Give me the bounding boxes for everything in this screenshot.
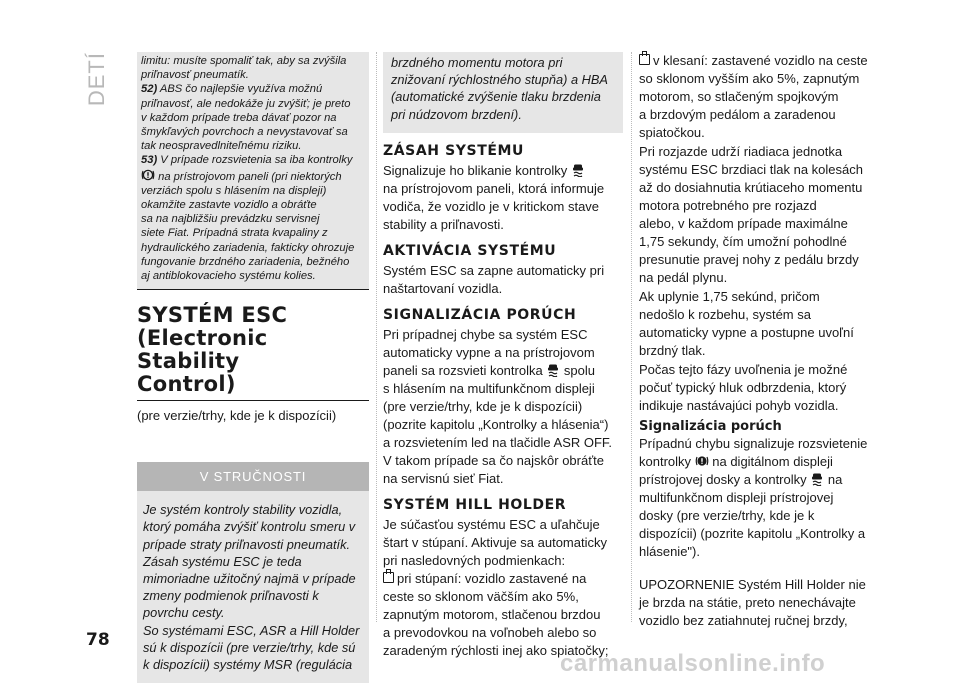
hill-up-icon: [383, 572, 394, 583]
column-1: [137, 52, 369, 683]
watermark: carmanualsonline.info: [560, 650, 826, 677]
text-line: zmeny podmienok priľnavosti k: [143, 588, 319, 604]
text-line: naštartovaní vozidla.: [383, 280, 503, 296]
text-line: aj antiblokovacieho systému kolies.: [141, 270, 316, 283]
text-line: indikuje nastávajúci pohyb vozidla.: [639, 398, 839, 413]
text-line: verziách spolu s hlásením na displeji): [141, 184, 327, 197]
text-line: tak neospravedlniteľnému riziku.: [141, 140, 302, 153]
esc-car-skid-icon: [546, 363, 560, 377]
text-line: Signalizuje ho blikanie kontrolky: [383, 162, 571, 178]
text-line: sú k dispozícii (pre verzie/trhy, kde sú: [143, 639, 356, 655]
text-line: V prípade rozsvietenia sa iba kontrolky: [157, 154, 353, 167]
text-line: počuť typický hluk odbrzdenia, ktorý: [639, 380, 847, 395]
text-line: na prístrojovom paneli, ktorá informuje: [383, 180, 605, 196]
text-line: ktorý pomáha zvýšiť kontrolu smeru v: [143, 519, 356, 535]
text-line: spiatočkou.: [639, 125, 705, 140]
paragraph-hill-holder: [383, 516, 623, 659]
text-line: siete Fiat. Prípadná strata kvapaliny z: [141, 227, 328, 240]
text-line: fungovanie brzdného zariadenia, bežného: [141, 255, 350, 268]
text-line: Je súčasťou systému ESC a uľahčuje: [383, 516, 600, 532]
text-line: so sklonom vyšším ako 5%, zapnutým: [639, 71, 860, 86]
text-line: So systémami ESC, ASR a Hill Holder: [143, 622, 360, 638]
page-number: 78: [86, 630, 110, 650]
text-line: sa na najbližšiu prevádzku servisnej: [141, 213, 320, 226]
text-line: dosky (pre verzie/trhy, kde je k: [639, 508, 815, 523]
text-line: automaticky vypne a na prístrojovom: [383, 344, 595, 360]
text-line: Systém ESC sa zapne automaticky pri: [383, 262, 605, 278]
text-line: brzdného momentu motora pri: [391, 55, 563, 70]
heading-hill-holder: SYSTÉM HILL HOLDER: [383, 496, 567, 513]
text-line: pri nasledovných podmienkach:: [383, 552, 566, 568]
text-line: nedošlo k rozbehu, systém sa: [639, 307, 811, 322]
paragraph-rozjazd: [639, 143, 875, 286]
heading-aktivacia: AKTIVÁCIA SYSTÉMU: [383, 242, 557, 259]
text-line: k dispozícii) systémy MSR (regulácia: [143, 657, 353, 673]
text-line: až do dosiahnutia krútiaceho momentu: [639, 180, 863, 195]
footnote-box: [137, 52, 369, 290]
text-line: na servisnú sieť Fiat.: [383, 470, 504, 486]
text-line: ceste so sklonom väčším ako 5%,: [383, 588, 579, 604]
text-line: UPOZORNENIE Systém Hill Holder nie: [639, 577, 866, 592]
text-line: 1,75 sekundy, čím umožní pohodlné: [639, 234, 847, 249]
text-line: Pri rozjazde udrží riadiaca jednotka: [639, 144, 843, 159]
text-line: prípade straty priľnavosti pneumatík.: [143, 536, 351, 552]
summary-box: [137, 491, 369, 683]
text-line: Prípadnú chybu signalizuje rozsvietenie: [639, 436, 868, 451]
heading-signalizacia: SIGNALIZÁCIA PORÚCH: [383, 306, 577, 323]
column-divider: [376, 52, 377, 622]
text-line: alebo, v každom prípade maximálne: [639, 216, 848, 231]
text-line: prístrojovej dosky a kontrolky: [639, 472, 811, 487]
title-line: SYSTÉM ESC: [137, 303, 288, 328]
text-line: multifunkčnom displeji prístrojovej: [639, 490, 834, 505]
text-line: šmykľavých povrchoch a nevystavovať sa: [141, 126, 348, 139]
text-line: brzdný tlak.: [639, 343, 706, 358]
summary-banner: V STRUČNOSTI: [137, 462, 369, 491]
text-line: vozidlo bez zatiahnutej ručnej brzdy,: [639, 613, 848, 628]
text-line: kontrolky: [639, 454, 695, 469]
text-line: systému ESC brzdiaci tlak na kolesách: [639, 162, 863, 177]
text-line: zaradeným rýchlosti inej ako spiatočky;: [383, 642, 609, 658]
footnote-53: [141, 153, 365, 283]
text-line: priľnavosť pneumatík.: [141, 69, 249, 82]
text-line: na pedál plynu.: [639, 270, 728, 285]
text-line: a brzdovým pedálom a zaradenou: [639, 107, 836, 122]
column-divider: [631, 52, 632, 622]
paragraph-timeout: [639, 288, 875, 359]
title-line: Control): [137, 372, 236, 397]
heading-signalizacia-hill: Signalizácia porúch: [639, 419, 782, 434]
hill-down-icon: [639, 54, 650, 65]
text-line: (automatické zvýšenie tlaku brzdenia: [391, 89, 601, 105]
text-line: V takom prípade sa čo najskôr obráťte: [383, 452, 604, 468]
text-line: (pozrite kapitolu „Kontrolky a hlásenia“): [383, 416, 609, 432]
text-line: pri núdzovom brzdení).: [391, 106, 522, 122]
text-line: zapnutým motorom, stlačenou brzdou: [383, 606, 601, 622]
text-line: ABS čo najlepšie využíva možnú: [157, 83, 323, 96]
text-line: priľnavosť, ale nedokáže ju zvýšiť; je preto: [141, 97, 351, 110]
abs-warning-icon: [695, 454, 709, 468]
warning-paragraph: [639, 576, 875, 629]
footnote-number: 52): [141, 83, 158, 96]
text-line: Zásah systému ESC je teda: [143, 553, 302, 569]
text-line: Pri prípadnej chybe sa systém ESC: [383, 326, 588, 342]
text-line: s hlásením na multifunkčnom displeji: [383, 380, 595, 396]
section-title: [137, 304, 369, 396]
paragraph-signalizacia-hill: [639, 435, 875, 560]
column-3: [639, 52, 875, 630]
text-line: motorom, so stlačeným spojkovým: [639, 89, 839, 104]
paragraph-release: [639, 361, 875, 414]
column-2: [383, 52, 623, 660]
text-line: okamžite zastavte vozidlo a obráťte: [141, 199, 317, 212]
esc-car-skid-icon: [810, 472, 824, 486]
text-line: hlásenie").: [639, 544, 700, 559]
text-line: Je systém kontroly stability vozidla,: [143, 502, 343, 518]
paragraph-bullet-down: [639, 52, 875, 141]
title-line: (Electronic Stability: [137, 326, 268, 374]
text-line: na digitálnom displeji: [708, 454, 833, 469]
paragraph-signalizacia: [383, 326, 623, 487]
abs-warning-icon: [141, 168, 155, 182]
text-line: paneli sa rozsvieti kontrolka: [383, 362, 547, 378]
text-line: a prevodovkou na voľnobeh alebo so: [383, 624, 597, 640]
text-line: limitu: musíte spomaliť tak, aby sa zvýšila: [141, 55, 347, 67]
heading-zasah: ZÁSAH SYSTÉMU: [383, 142, 525, 159]
text-line: je brzda na státie, preto nenechávajte: [639, 595, 856, 610]
text-line: automaticky vypne a postupne uvoľní: [639, 325, 854, 340]
text-line: spolu: [560, 362, 596, 378]
text-line: znižovaní rýchlostného stupňa) a HBA: [391, 72, 608, 88]
text-line: v klesaní: zastavené vozidlo na ceste: [653, 53, 868, 68]
text-line: Počas tejto fázy uvoľnenia je možné: [639, 362, 848, 377]
esc-car-skid-icon: [571, 163, 585, 177]
footnote-number: 53): [141, 154, 158, 167]
text-line: pri stúpaní: vozidlo zastavené na: [397, 570, 587, 586]
footnote-continuation: [141, 54, 365, 82]
text-line: Ak uplynie 1,75 sekúnd, pričom: [639, 289, 820, 304]
text-line: povrchu cesty.: [143, 605, 225, 621]
text-line: a rozsvietením led na tlačidle ASR OFF.: [383, 434, 613, 450]
text-line: mimoriadne užitočný najmä v prípade: [143, 571, 356, 587]
section-tab: [86, 52, 108, 106]
section-tab-label: DETÍ: [84, 52, 109, 107]
paragraph-zasah: [383, 162, 623, 233]
text-line: motora potrebného pre rozjazd: [639, 198, 817, 213]
text-line: stability a priľnavosti.: [383, 216, 504, 232]
section-subtitle: (pre verzie/trhy, kde je k dispozícii): [137, 408, 337, 424]
paragraph-aktivacia: [383, 262, 623, 297]
text-line: štart v stúpaní. Aktivuje sa automaticky: [383, 534, 607, 550]
title-rule: [137, 400, 369, 401]
text-line: presunutie pravej nohy z pedálu brzdy: [639, 252, 859, 267]
text-line: (pre verzie/trhy, kde je k dispozícii): [383, 398, 583, 414]
text-line: na: [824, 472, 843, 487]
footnote-52: [141, 82, 365, 153]
text-line: dispozícii) (pozrite kapitolu „Kontrolky a: [639, 526, 866, 541]
text-line: na prístrojovom paneli (pri niektorých: [155, 170, 342, 183]
text-line: vodiča, že vozidlo je v kritickom stave: [383, 198, 600, 214]
text-line: v každom prípade treba dávať pozor na: [141, 111, 337, 124]
summary-box-continued: [383, 52, 623, 133]
text-line: hydraulického zariadenia, fakticky ohrozuje: [141, 241, 355, 254]
